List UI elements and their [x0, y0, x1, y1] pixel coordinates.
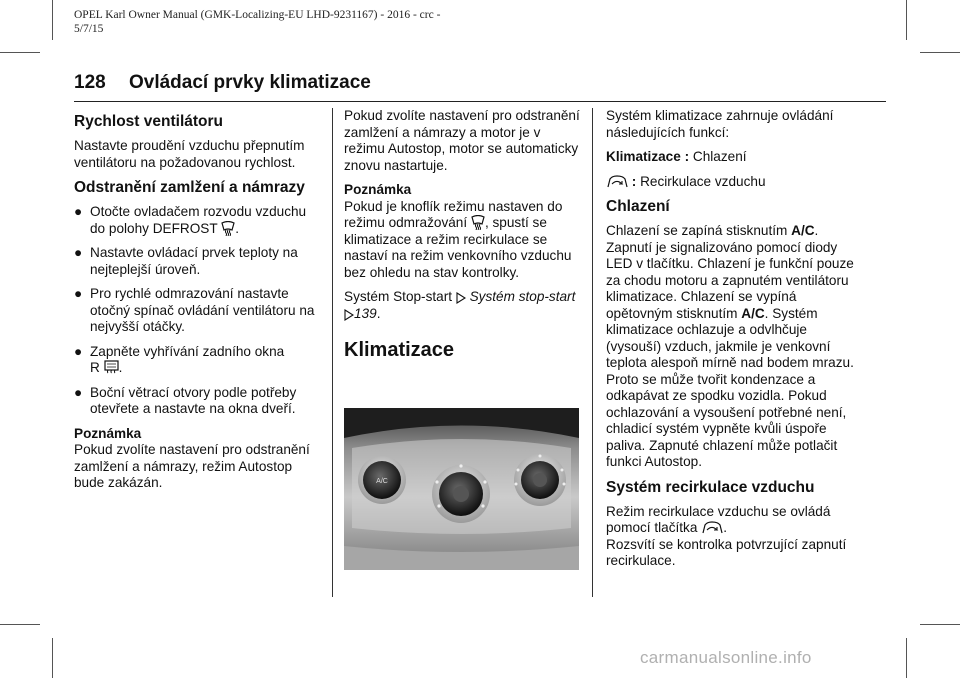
- crop-mark: [0, 52, 40, 53]
- crop-mark: [906, 638, 907, 678]
- bullet-dot: ●: [74, 204, 83, 219]
- column-middle: [344, 108, 582, 362]
- rear-window-letter: R: [90, 360, 100, 375]
- crop-mark: [0, 624, 40, 625]
- heading-rule: [74, 101, 886, 102]
- stop-start-label: Systém Stop-start: [344, 289, 453, 304]
- note-text-part: , spustí se klimatizace a režim recirkulace se nastaví na režim venkovního vzduchu bez ohledu na stav kontrolky.: [344, 215, 572, 280]
- stop-start-page[interactable]: 139: [354, 305, 377, 321]
- crop-mark: [920, 624, 960, 625]
- bullet-item: [74, 385, 324, 418]
- column-divider: [592, 108, 593, 597]
- bullet-item: [74, 245, 324, 278]
- recirculation-text: [606, 504, 856, 570]
- recirculation-icon: [701, 521, 723, 535]
- fan-speed-heading: Rychlost ventilátoru: [74, 113, 223, 130]
- note-title: Poznámka: [74, 425, 142, 441]
- function-value: Chlazení: [692, 149, 747, 164]
- cooling-text-part: . Systém klimatizace ochlazuje a odvlhčuje (vysouší) vzduch, jakmile je venkovní teplota alespoň mírně nad bodem mrazu. Proto se může tvořit kondenzace a odkapávat ze spodku vozidla. Pokud ochlazování a vysoušení potřebné není, chladicí systém vypněte kvůli úspoře paliva. Zapnuté chlazení může potlačit funkci Autostop.: [606, 305, 854, 469]
- bullet-item: [74, 344, 324, 377]
- bullet-text: Zapněte vyhřívání zadního okna: [90, 343, 285, 359]
- crop-mark: [906, 0, 907, 40]
- column-right: [606, 108, 856, 578]
- bullet-dot: ●: [74, 384, 83, 400]
- function-label: :: [631, 173, 637, 189]
- cooling-text-part: . Zapnutí je signalizováno pomocí diody LED v tlačítku. Chlazení je funkční pouze za chodu motoru a zapnutém ventilátoru klimatizace. Chlazení se vypíná opětovným stisknutím: [606, 223, 854, 321]
- rear-window-heater-icon: [104, 360, 119, 375]
- page-heading: [74, 72, 371, 94]
- bullet-text: Pro rychlé odmrazování nastavte otočný spínač ovládání ventilátoru na nejvyšší otáčky.: [90, 286, 315, 334]
- crop-mark: [52, 0, 53, 40]
- bullet-text: Boční větrací otvory podle potřeby otevřete a nastavte na okna dveří.: [90, 384, 297, 416]
- section-title: Ovládací prvky klimatizace: [128, 72, 371, 93]
- cooling-heading: Chlazení: [606, 198, 670, 215]
- ac-key: A/C: [741, 305, 765, 321]
- stop-start-end: .: [376, 305, 381, 321]
- column-left: [74, 108, 324, 500]
- stop-start-link[interactable]: Systém stop-start: [469, 289, 576, 304]
- windshield-defrost-icon: [221, 221, 235, 236]
- manual-metadata-date: 5/7/15: [74, 23, 104, 35]
- note-text: Pokud zvolíte nastavení pro odstranění zamlžení a námrazy, režim Autostop bude zakázán.: [74, 442, 310, 490]
- bullet-item: [74, 204, 324, 237]
- function-label: Klimatizace :: [606, 149, 690, 164]
- bullet-text: Nastavte ovládací prvek teploty na nejteplejší úroveň.: [90, 245, 298, 277]
- recirculation-text-part: Režim recirkulace vzduchu se ovládá pomocí tlačítka: [606, 503, 831, 535]
- ac-knob-label: A/C: [376, 478, 388, 485]
- ac-knob: [358, 456, 406, 504]
- fan-speed-knob: [514, 454, 566, 506]
- ac-key: A/C: [791, 223, 815, 238]
- bullet-end: .: [118, 360, 123, 375]
- crop-mark: [920, 52, 960, 53]
- stop-start-reference: [344, 289, 582, 322]
- bullet-text: Otočte ovladačem rozvodu vzduchu do polohy DEFROST: [90, 204, 307, 236]
- ac-intro: Systém klimatizace zahrnuje ovládání následujících funkcí:: [606, 108, 834, 140]
- function-value: Recirkulace vzduchu: [640, 173, 766, 189]
- manual-metadata: [74, 8, 494, 36]
- page-reference-icon: [344, 309, 354, 321]
- windshield-defrost-icon: [471, 215, 485, 230]
- cooling-text: [606, 223, 856, 471]
- manual-metadata-line: OPEL Karl Owner Manual (GMK-Localizing-EU LHD-9231167) - 2016 - crc -: [74, 9, 441, 21]
- watermark: carmanualsonline.info: [640, 648, 812, 667]
- recirculation-text-part: Rozsvítí se kontrolka potvrzující zapnutí recirkulace.: [606, 536, 847, 568]
- bullet-dot: ●: [74, 245, 83, 260]
- note-title: Poznámka: [344, 182, 412, 197]
- crop-mark: [52, 638, 53, 678]
- bullet-dot: ●: [74, 286, 83, 301]
- page-reference-icon: [456, 292, 466, 304]
- column-divider: [332, 108, 333, 597]
- air-conditioning-heading: Klimatizace: [344, 339, 455, 361]
- bullet-dot: ●: [74, 343, 83, 359]
- fan-speed-text: Nastavte proudění vzduchu přepnutím ventilátoru na požadovanou rychlost.: [74, 138, 305, 170]
- recirculation-heading: Systém recirkulace vzduchu: [606, 478, 815, 496]
- cooling-text-part: Chlazení se zapíná stisknutím: [606, 223, 788, 238]
- autostop-text: Pokud zvolíte nastavení pro odstranění zamlžení a námrazy a motor je v režimu Autostop, motor se automaticky znovu nastartuje.: [344, 108, 580, 173]
- bullet-end: .: [235, 220, 239, 236]
- function-item: [606, 174, 856, 191]
- note-text-part: Pokud je knoflík režimu nastaven do režimu odmražování: [344, 198, 563, 230]
- function-item: [606, 149, 856, 166]
- defrost-heading: Odstranění zamlžení a námrazy: [74, 179, 305, 196]
- recirculation-text-end: .: [723, 520, 727, 535]
- climate-control-photo: [344, 408, 579, 570]
- bullet-item: [74, 286, 324, 336]
- page-number: 128: [74, 72, 106, 93]
- recirculation-icon: [606, 175, 628, 189]
- note-text: [344, 199, 582, 282]
